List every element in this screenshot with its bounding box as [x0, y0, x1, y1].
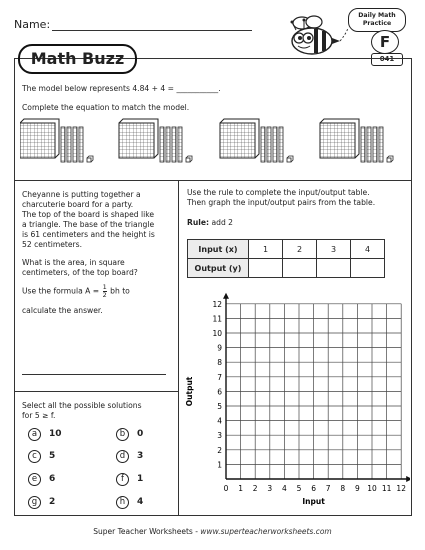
- problem3-text: [22, 401, 142, 421]
- formula-suffix: bh to: [110, 286, 130, 296]
- problem3-line: Select all the possible solutions: [22, 401, 142, 410]
- problem4-line: Then graph the input/output pairs from the table.: [187, 198, 376, 207]
- output-cell[interactable]: [351, 259, 385, 278]
- output-header: Output (y): [188, 259, 249, 278]
- option-f[interactable]: [116, 473, 143, 486]
- option-e[interactable]: [28, 473, 55, 486]
- output-cell[interactable]: [249, 259, 283, 278]
- problem2-text: [22, 190, 174, 278]
- problem2-line: charcuterie board for a party.: [22, 200, 134, 209]
- option-letter: g: [28, 496, 41, 509]
- y-tick-label: 10: [212, 329, 222, 338]
- y-tick-label: 6: [217, 387, 222, 397]
- input-cell: 2: [283, 240, 317, 259]
- y-tick-label: 12: [212, 299, 222, 309]
- y-axis-arrow: [223, 293, 229, 299]
- option-c[interactable]: [28, 450, 55, 463]
- name-label: Name:: [14, 18, 51, 31]
- output-cell[interactable]: [283, 259, 317, 278]
- option-g[interactable]: [28, 496, 55, 509]
- formula-prefix: Use the formula A =: [22, 286, 100, 296]
- option-d[interactable]: [116, 450, 143, 463]
- divider-col: [178, 180, 179, 516]
- problem4-line: Use the rule to complete the input/output table.: [187, 188, 370, 197]
- y-tick-label: 8: [217, 358, 222, 368]
- y-tick-label: 7: [217, 372, 222, 382]
- footer-url[interactable]: www.superteacherworksheets.com: [200, 527, 332, 536]
- option-letter: a: [28, 428, 41, 441]
- option-letter: c: [28, 450, 41, 463]
- x-tick-label: 0: [223, 484, 229, 493]
- option-letter: e: [28, 473, 41, 486]
- option-letter: f: [116, 473, 129, 486]
- footer: [0, 527, 425, 536]
- x-tick-label: 10: [367, 484, 377, 493]
- daily-math-badge: [348, 8, 406, 32]
- badge-line1: Daily Math: [358, 12, 396, 19]
- rule-text: add 2: [211, 218, 234, 227]
- x-tick-label: 1: [238, 484, 243, 493]
- x-tick-label: 3: [267, 484, 273, 493]
- x-axis-arrow: [406, 476, 410, 482]
- x-tick-label: 8: [340, 484, 346, 493]
- output-cell[interactable]: [317, 259, 351, 278]
- footer-site: Super Teacher Worksheets -: [93, 527, 198, 536]
- problem2-line: is 61 centimeters and the height is: [22, 230, 155, 239]
- problem1-prompt: The model below represents 4.84 + 4 = ___________.: [22, 84, 221, 93]
- divider-left: [14, 391, 178, 392]
- formula-denominator: 2: [102, 291, 107, 299]
- x-tick-label: 11: [381, 484, 392, 493]
- problem2-line: 52 centimeters.: [22, 240, 83, 249]
- option-value: 1: [137, 474, 144, 484]
- x-tick-label: 9: [355, 484, 360, 493]
- y-tick-label: 1: [217, 460, 222, 470]
- formula-numerator: 1: [102, 283, 107, 291]
- badge-number: 041: [371, 53, 403, 66]
- problem2-line: Cheyanne is putting together a: [22, 190, 141, 199]
- problem1-instruction: Complete the equation to match the model.: [22, 103, 190, 112]
- x-tick-label: 7: [325, 484, 331, 493]
- option-b[interactable]: [116, 428, 143, 441]
- x-tick-label: 4: [282, 484, 287, 493]
- name-line[interactable]: [52, 30, 252, 31]
- input-cell: 4: [351, 240, 385, 259]
- formula-line: [22, 284, 130, 299]
- option-value: 10: [49, 429, 62, 439]
- option-h[interactable]: [116, 496, 143, 509]
- y-tick-label: 2: [217, 445, 222, 455]
- divider-row1: [14, 180, 412, 181]
- option-value: 0: [137, 429, 144, 439]
- input-row: [188, 240, 385, 259]
- x-tick-label: 2: [252, 484, 258, 493]
- problem3-line: for 5 ≥ f.: [22, 411, 56, 420]
- x-tick-label: 12: [396, 484, 406, 493]
- option-a[interactable]: [28, 428, 62, 441]
- y-axis-label: Output: [185, 376, 194, 407]
- rule-line: [187, 218, 233, 228]
- problem2-line: a triangle. The base of the triangle: [22, 220, 155, 229]
- problem4-text: [187, 188, 375, 208]
- input-cell: 1: [249, 240, 283, 259]
- option-value: 3: [137, 451, 144, 461]
- y-tick-label: 9: [217, 343, 222, 353]
- bee-icon: [282, 14, 352, 60]
- output-row: [188, 259, 385, 278]
- option-value: 6: [49, 474, 56, 484]
- y-tick-label: 5: [217, 402, 222, 411]
- x-tick-label: 6: [311, 484, 316, 493]
- option-value: 4: [137, 497, 144, 507]
- option-letter: h: [116, 496, 129, 509]
- option-value: 2: [49, 497, 56, 507]
- problem2-question: centimeters, of the top board?: [22, 268, 138, 277]
- input-header: Input (x): [188, 240, 249, 259]
- problem2-question: What is the area, in square: [22, 258, 125, 267]
- page-title: Math Buzz: [18, 44, 137, 74]
- base-ten-model: [20, 118, 412, 174]
- coordinate-grid[interactable]: [180, 292, 410, 514]
- option-value: 5: [49, 451, 56, 461]
- badge-letter: F: [371, 30, 399, 54]
- option-letter: b: [116, 428, 129, 441]
- y-tick-label: 4: [217, 416, 222, 426]
- x-tick-label: 5: [296, 484, 302, 493]
- input-cell: 3: [317, 240, 351, 259]
- problem2-answer-line[interactable]: [22, 374, 166, 375]
- input-output-table: [187, 239, 385, 278]
- badge-line2: Practice: [362, 19, 392, 27]
- option-letter: d: [116, 450, 129, 463]
- problem2-line: The top of the board is shaped like: [22, 210, 154, 219]
- x-axis-label: Input: [302, 497, 325, 506]
- y-tick-label: 11: [212, 314, 222, 324]
- formula-line2: calculate the answer.: [22, 306, 103, 315]
- y-tick-label: 3: [217, 431, 222, 441]
- rule-label: Rule:: [187, 218, 210, 227]
